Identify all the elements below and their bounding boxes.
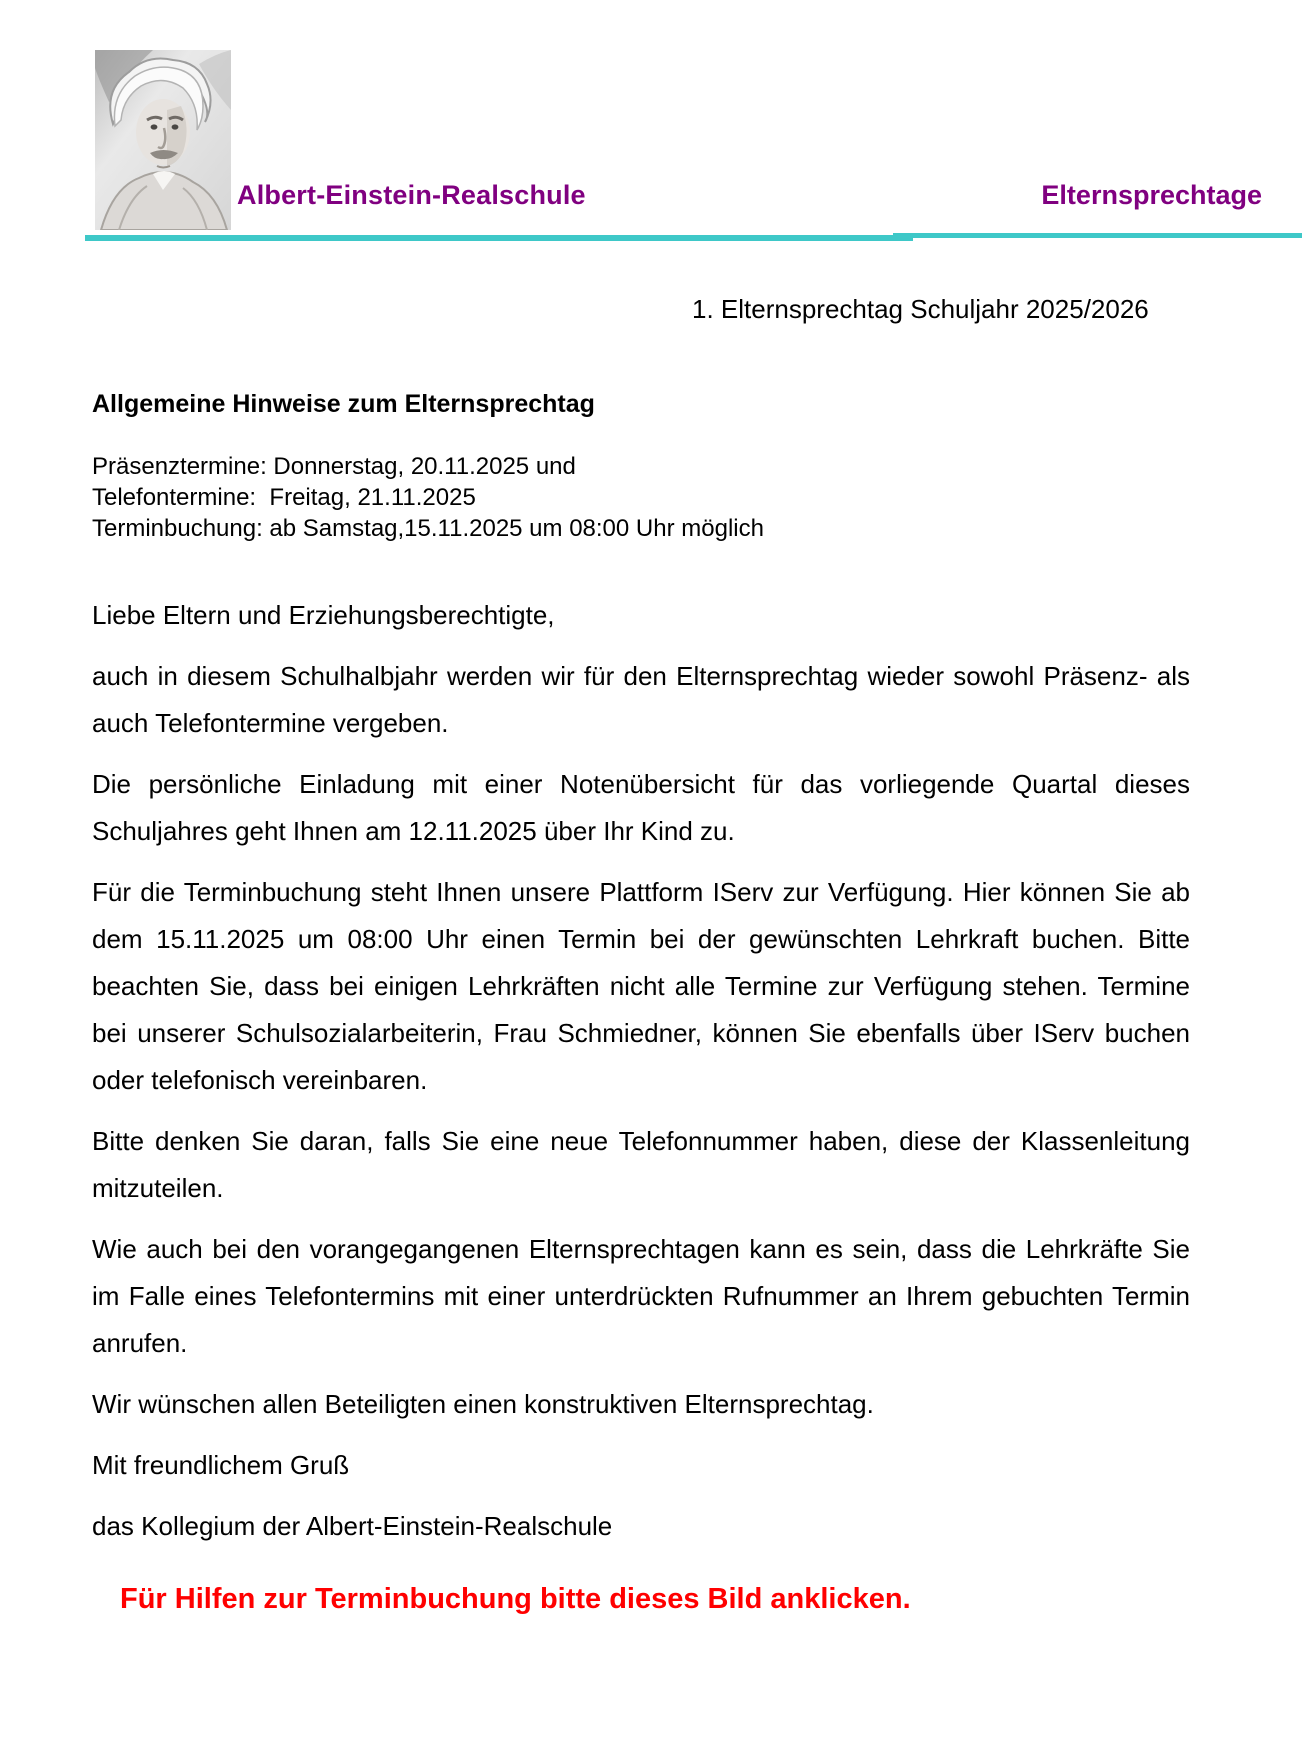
- paragraph-termine-info: auch in diesem Schulhalbjahr werden wir für den Elternsprechtag wieder sowohl Präsenz- als auch Telefontermine vergeben.: [92, 661, 1190, 738]
- schedule-line-terminbuchung: Terminbuchung: ab Samstag,15.11.2025 um 08:00 Uhr möglich: [92, 515, 764, 542]
- paragraph-einladung: Die persönliche Einladung mit einer Notenübersicht für das vorliegende Quartal dieses Schuljahres geht Ihnen am 12.11.2025 über Ihr Kind zu.: [92, 769, 1190, 846]
- schedule-line-praesenztermine: Präsenztermine: Donnerstag, 20.11.2025 und: [92, 453, 576, 480]
- header-divider-right: [893, 233, 1302, 238]
- closing-greeting: Mit freundlichem Gruß: [92, 1450, 350, 1480]
- header-section-label: Elternsprechtage: [1041, 180, 1262, 210]
- schedule-line-telefontermine: Telefontermine: Freitag, 21.11.2025: [92, 484, 476, 511]
- document-title: 1. Elternsprechtag Schuljahr 2025/2026: [692, 294, 1149, 324]
- schedule-block: [92, 451, 1190, 544]
- school-name: Albert-Einstein-Realschule: [237, 180, 586, 210]
- paragraph-wunsch: Wir wünschen allen Beteiligten einen konstruktiven Elternsprechtag.: [92, 1389, 874, 1419]
- section-heading: Allgemeine Hinweise zum Elternsprechtag: [92, 390, 595, 418]
- paragraph-iserv-buchung: Für die Terminbuchung steht Ihnen unsere Plattform IServ zur Verfügung. Hier können Sie ab dem 15.11.2025 um 08:00 Uhr einen Termin bei der gewünschten Lehrkraft buchen. Bitte beachten Sie, dass bei einigen Lehrkräften nicht alle Termine zur Verfügung stehen. Termine bei unserer Schulsozialarbeiterin, Frau Schmiedner, können Sie ebenfalls über IServ buchen oder telefonisch vereinbaren.: [92, 877, 1190, 1095]
- letter-body: [92, 280, 1190, 1550]
- einstein-portrait-graphic: [95, 50, 231, 230]
- header-divider-left: [85, 235, 913, 241]
- paragraph-telefonnummer: Bitte denken Sie daran, falls Sie eine neue Telefonnummer haben, diese der Klassenleitung mitzuteilen.: [92, 1126, 1190, 1203]
- signature-line: das Kollegium der Albert-Einstein-Realschule: [92, 1511, 613, 1541]
- salutation: Liebe Eltern und Erziehungsberechtigte,: [92, 600, 555, 630]
- booking-help-image-caption[interactable]: Für Hilfen zur Terminbuchung bitte dieses Bild anklicken.: [120, 1583, 911, 1615]
- einstein-portrait-image: [95, 50, 231, 230]
- paragraph-rufnummer: Wie auch bei den vorangegangenen Elternsprechtagen kann es sein, dass die Lehrkräfte Sie im Falle eines Telefontermins mit einer unterdrückten Rufnummer an Ihrem gebuchten Termin anrufen.: [92, 1234, 1190, 1358]
